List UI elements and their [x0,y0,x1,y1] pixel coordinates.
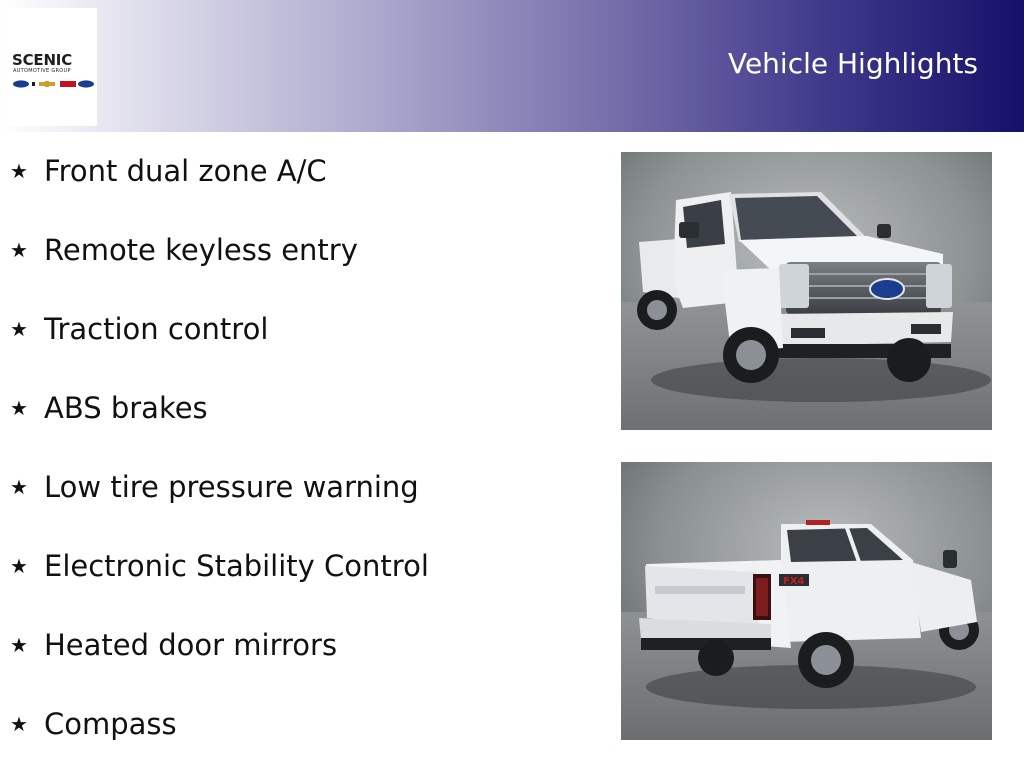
star-icon: ★ [10,159,28,183]
star-icon: ★ [10,396,28,420]
star-icon: ★ [10,475,28,499]
truck-rear-photo [621,462,992,740]
truck-front-icon [621,152,992,430]
feature-label: Remote keyless entry [44,232,358,267]
list-item [10,625,337,665]
list-item [10,309,268,349]
feature-label: ABS brakes [44,390,208,425]
feature-label: Heated door mirrors [44,627,338,662]
list-item [10,704,177,744]
page-title: Vehicle Highlights [727,47,978,80]
star-icon: ★ [10,633,28,657]
feature-label: Front dual zone A/C [44,153,327,188]
list-item [10,388,208,428]
list-item [10,230,358,270]
star-icon: ★ [10,554,28,578]
star-icon: ★ [10,712,28,736]
feature-label: Compass [44,706,177,741]
truck-rear-icon [621,462,992,740]
feature-label: Low tire pressure warning [44,469,419,504]
feature-label: Electronic Stability Control [44,548,429,583]
dealer-logo [4,8,97,126]
brand-badges-icon [12,79,96,89]
header-banner [0,0,1024,132]
fx4-badge: FX4 [783,576,805,587]
star-icon: ★ [10,238,28,262]
logo-wordmark: SCENIC [12,51,73,69]
list-item [10,151,327,191]
star-icon: ★ [10,317,28,341]
logo-subtitle: AUTOMOTIVE GROUP [13,68,71,74]
truck-front-photo [621,152,992,430]
list-item [10,467,419,507]
list-item [10,546,429,586]
feature-label: Traction control [44,311,269,346]
